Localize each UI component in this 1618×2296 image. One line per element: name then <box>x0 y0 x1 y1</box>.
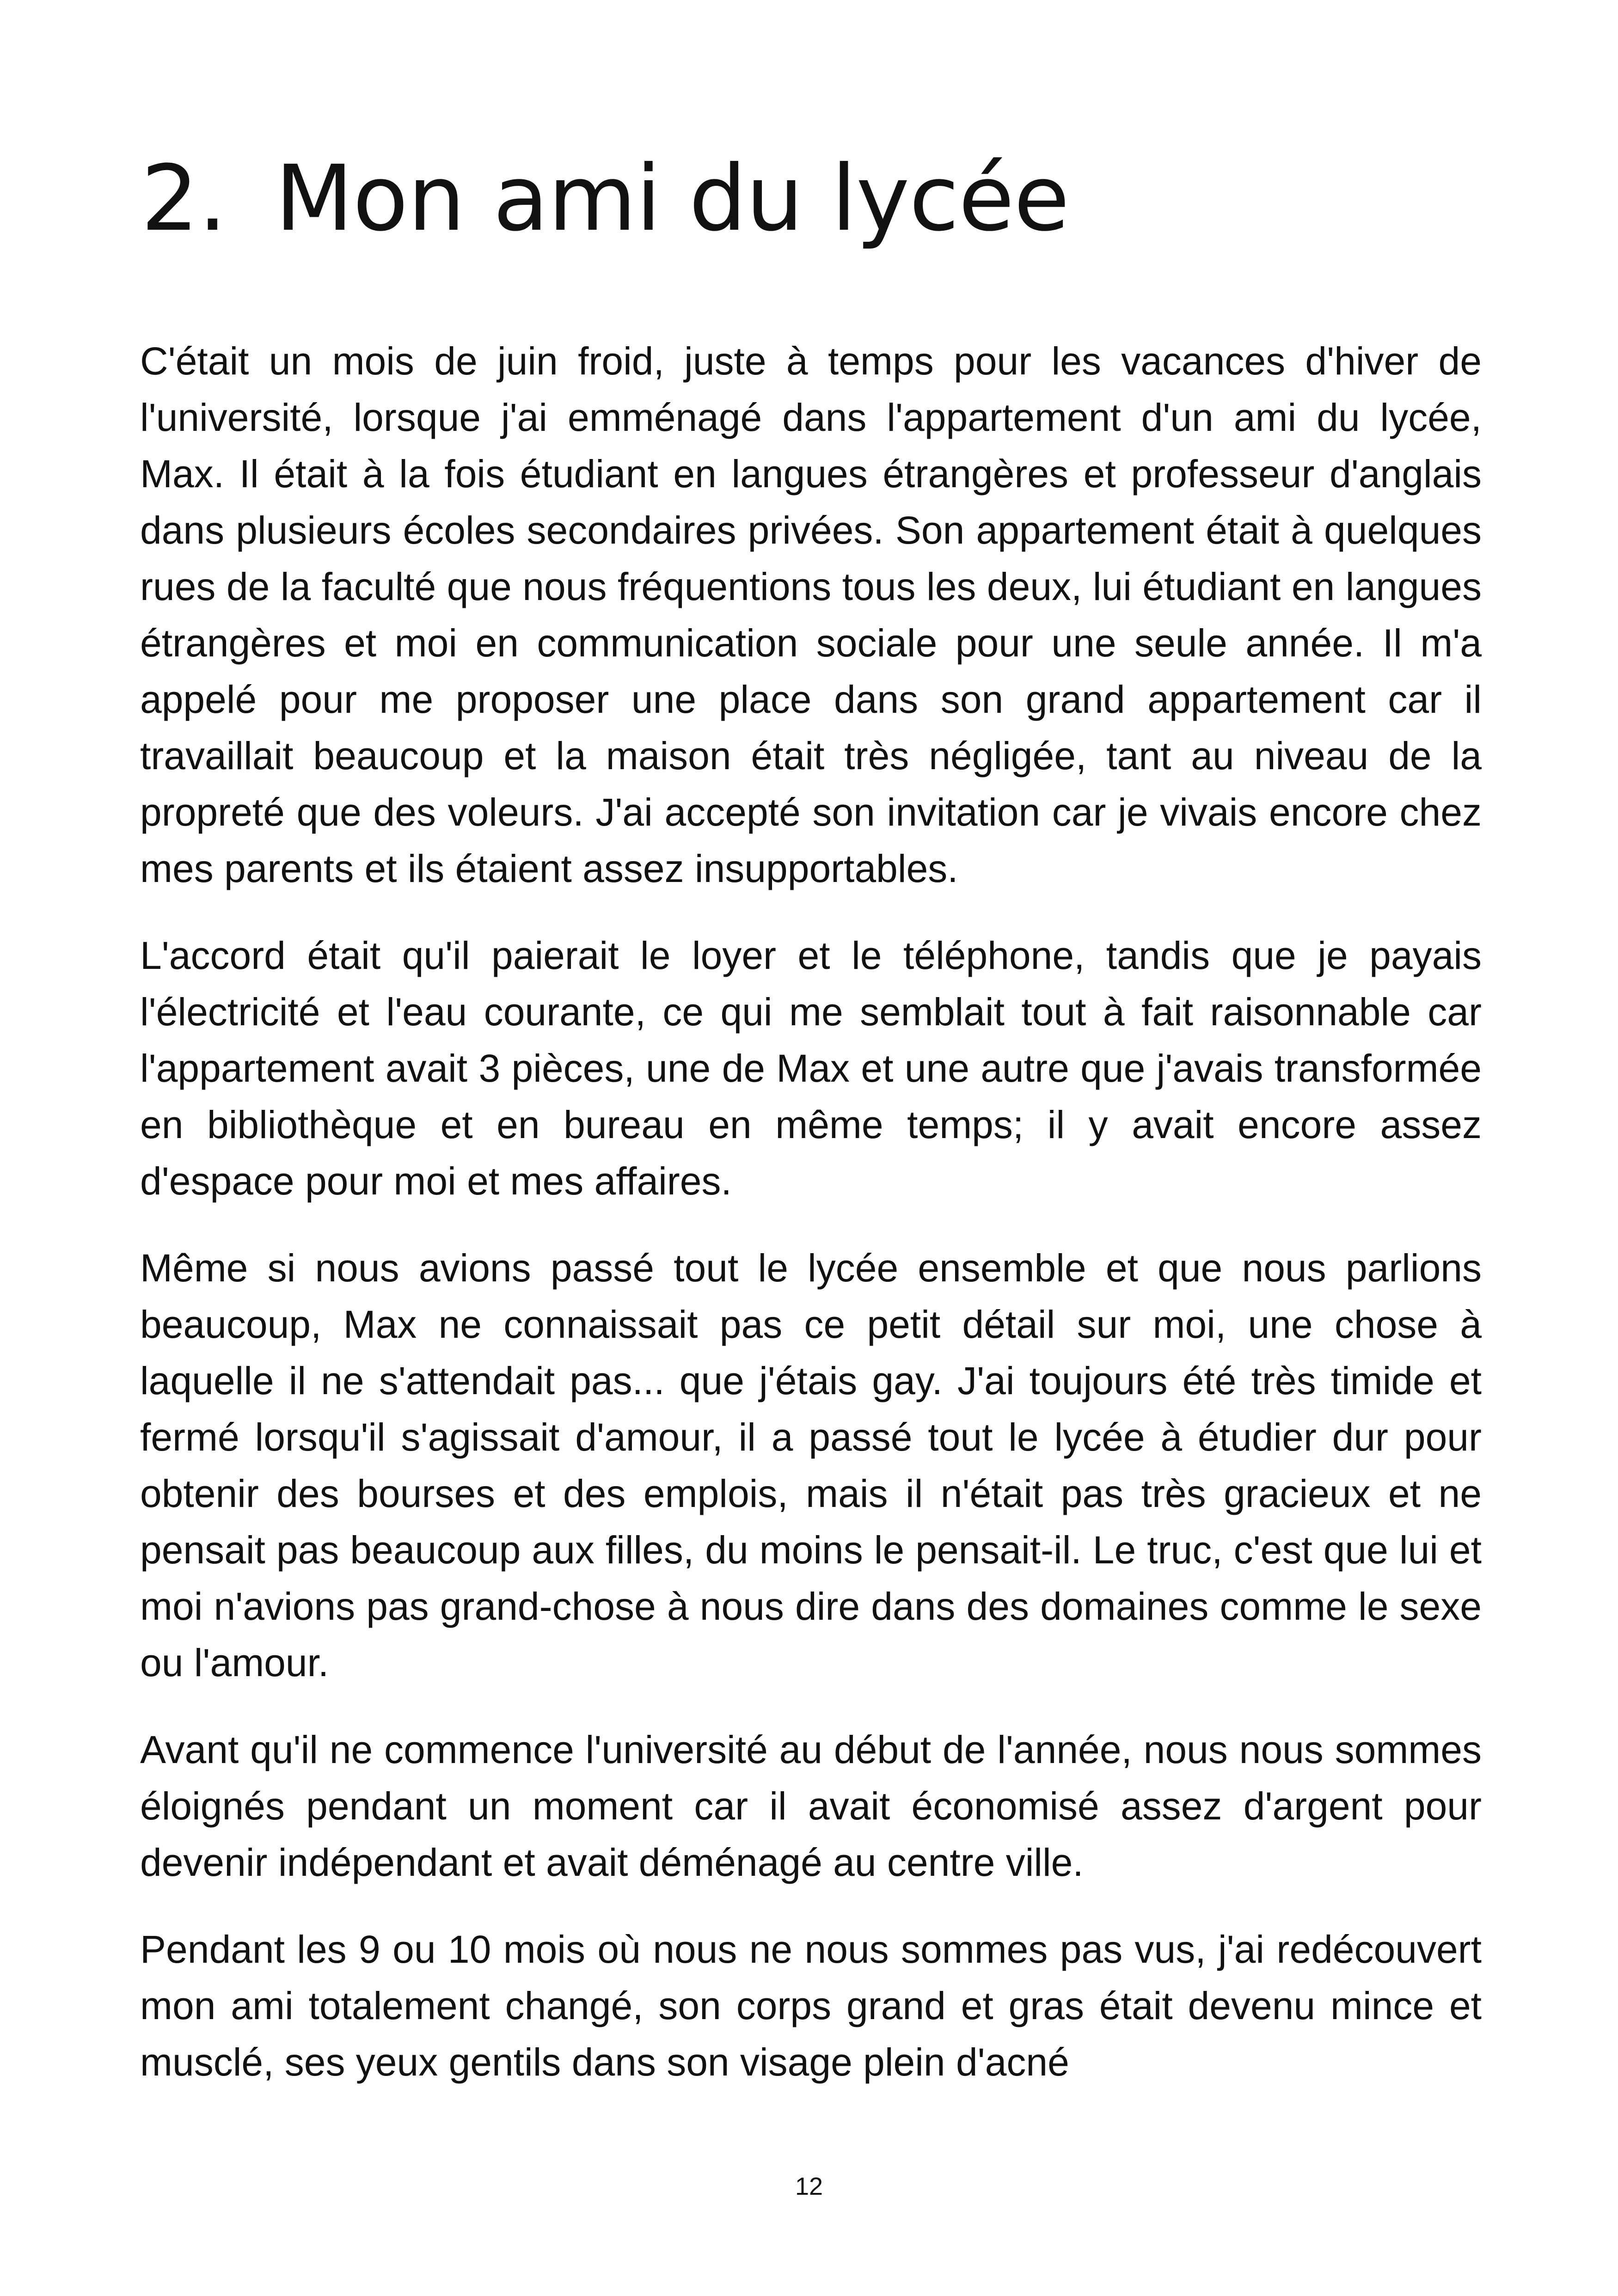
paragraph: Pendant les 9 ou 10 mois où nous ne nous sommes pas vus, j'ai redécouvert mon ami totalement changé, son corps grand et gras était devenu mince et musclé, ses yeux gentils dans son visage plein d'acné <box>140 1928 1482 2084</box>
paragraph: L'accord était qu'il paierait le loyer et le téléphone, tandis que je payais l'électricité et l'eau courante, ce qui me semblait tout à fait raisonnable car l'appartement avait 3 pièces, une de Max et une autre que j'avais transformée en bibliothèque et en bureau en même temps; il y avait encore assez d'espace pour moi et mes affaires. <box>140 934 1482 1203</box>
page-number: 12 <box>795 2173 823 2200</box>
chapter-number: 2. <box>141 146 227 251</box>
chapter-title: Mon ami du lycée <box>275 146 1069 251</box>
paragraph: C'était un mois de juin froid, juste à temps pour les vacances d'hiver de l'université, lorsque j'ai emménagé dans l'appartement d'un ami du lycée, Max. Il était à la fois étudiant en langues étrangères et professeur d'anglais dans plusieurs écoles secondaires privées. Son appartement était à quelques rues de la faculté que nous fréquentions tous les deux, lui étudiant en langues étrangères et moi en communication sociale pour une seule année. Il m'a appelé pour me proposer une place dans son grand appartement car il travaillait beaucoup et la maison était très négligée, tant au niveau de la propreté que des voleurs. J'ai accepté son invitation car je vivais encore chez mes parents et ils étaient assez insupportables. <box>140 339 1482 890</box>
chapter-body <box>140 333 1482 2121</box>
paragraph: Avant qu'il ne commence l'université au début de l'année, nous nous sommes éloignés pendant un moment car il avait économisé assez d'argent pour devenir indépendant et avait déménagé au centre ville. <box>140 1728 1482 1884</box>
paragraph: Même si nous avions passé tout le lycée ensemble et que nous parlions beaucoup, Max ne connaissait pas ce petit détail sur moi, une chose à laquelle il ne s'attendait pas... que j'étais gay. J'ai toujours été très timide et fermé lorsqu'il s'agissait d'amour, il a passé tout le lycée à étudier dur pour obtenir des bourses et des emplois, mais il n'était pas très gracieux et ne pensait pas beaucoup aux filles, du moins le pensait-il. Le truc, c'est que lui et moi n'avions pas grand-chose à nous dire dans des domaines comme le sexe ou l'amour. <box>140 1246 1482 1684</box>
chapter-heading <box>141 139 1069 259</box>
